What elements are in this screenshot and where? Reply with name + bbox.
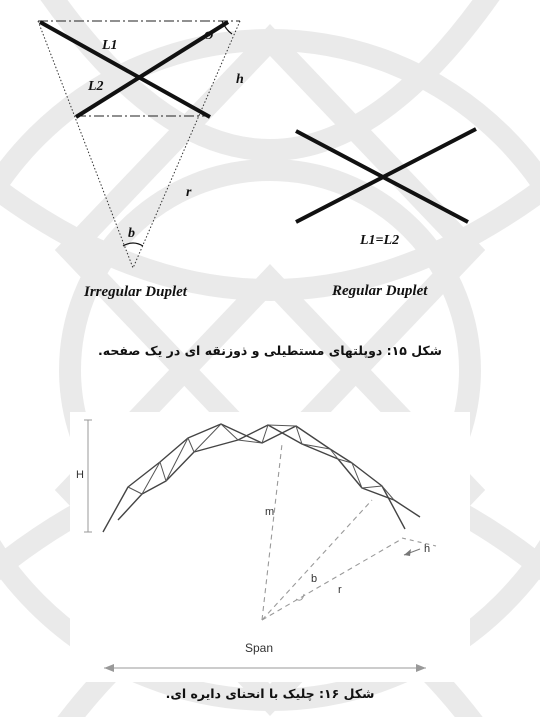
label-b: b <box>128 226 135 241</box>
barrel-vault-drawing <box>84 420 436 672</box>
label-span: Span <box>245 641 274 655</box>
regular-duplet-caption: Regular Duplet <box>332 283 428 299</box>
label-b-16: b <box>311 573 318 585</box>
label-h-16: h <box>424 543 431 555</box>
irregular-duplet-caption: Irregular Duplet <box>84 284 187 300</box>
label-L2: L2 <box>88 79 104 94</box>
label-L1: L1 <box>102 38 118 53</box>
angle-b-arc-16 <box>296 594 304 600</box>
figure-15-caption: شکل ۱۵: دوپلتهای مستطیلی و ذوزنقه ای در یک صفحه. <box>98 343 442 358</box>
label-theta: Θ <box>204 28 214 42</box>
label-H: H <box>76 469 84 481</box>
regular-equation: L1=L2 <box>360 233 400 248</box>
label-m: m <box>265 506 275 518</box>
arch-chain-zigzag <box>128 424 394 500</box>
arch-chain-outer <box>103 424 405 532</box>
radius-h-extension <box>402 538 436 546</box>
radius-m <box>262 444 282 620</box>
label-r: r <box>186 185 192 200</box>
radius-inner <box>262 500 372 620</box>
figure-16-caption: شکل ۱۶: چلیک با انحنای دایره ای. <box>165 686 375 701</box>
label-r-16: r <box>338 584 342 596</box>
label-h: h <box>236 72 244 87</box>
radius-r <box>262 540 400 620</box>
